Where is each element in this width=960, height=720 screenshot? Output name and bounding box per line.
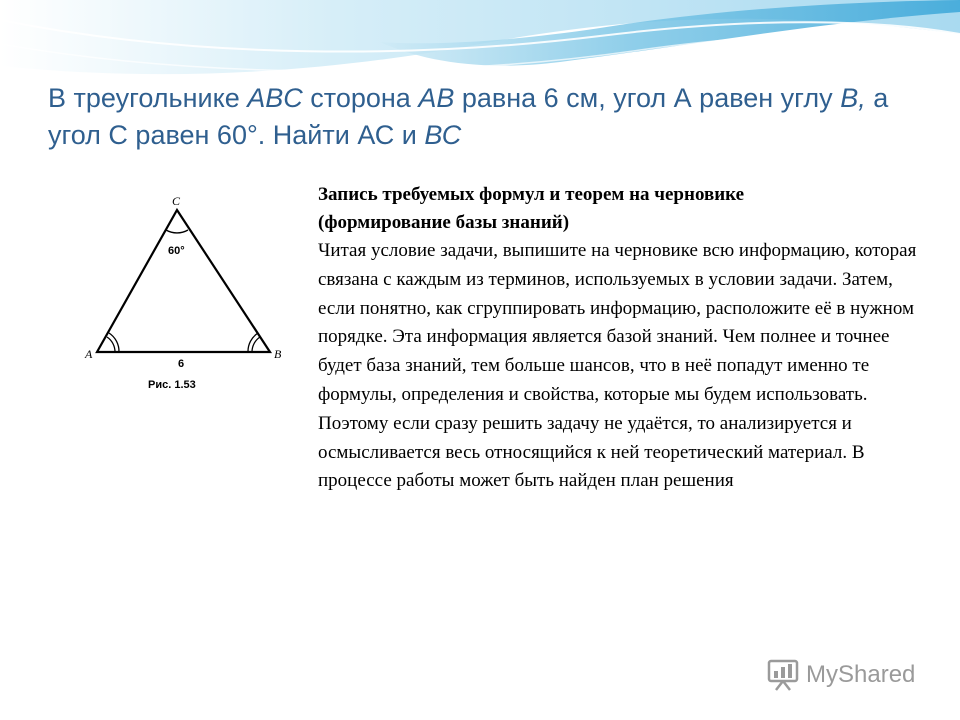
section-heading xyxy=(318,181,918,237)
section-body: Читая условие задачи, выпишите на черновике всю информацию, которая связана с каждым из терминов, используемых в условии задачи. Затем, если понятно, как сгруппировать информацию, расположите её в нужном порядке. Эта информация является базой знаний. Чем полнее и точнее будет база знаний, тем больше шансов, что в неё попадут именно те формулы, определения и свойства, которые мы будем использовать. Поэтому если сразу решить задачу не удаётся, то анализируется и осмысливается весь относящийся к ней теоретический материал. В процессе работы может быть найден план решения xyxy=(318,240,917,492)
section-heading-line2: (формирование базы знаний) xyxy=(318,212,570,233)
vertex-a-label: A xyxy=(85,347,93,361)
angle-b-arc-outer xyxy=(248,333,258,352)
angle-b-arc-inner xyxy=(252,337,260,352)
vertex-b-label: B xyxy=(274,347,282,361)
slide-title: В треугольнике ABC сторона AB равна 6 см, угол А равен углу B, а угол С равен 60°. Найти АС и ВС xyxy=(48,83,889,150)
triangle-figure xyxy=(82,192,292,397)
watermark xyxy=(766,655,915,695)
figure-caption: Рис. 1.53 xyxy=(148,379,196,391)
angle-a-arc-inner xyxy=(107,337,115,352)
vertex-c-label: C xyxy=(172,194,181,208)
angle-a-arc-outer xyxy=(109,333,119,352)
section-heading-line1: Запись требуемых формул и теорем на черновике xyxy=(318,184,745,205)
presentation-icon xyxy=(766,658,800,692)
text-block xyxy=(318,181,918,496)
side-ab-label: 6 xyxy=(178,358,185,370)
triangle-abc xyxy=(97,210,270,352)
angle-c-arc xyxy=(166,230,188,233)
angle-label: 60° xyxy=(168,245,185,257)
watermark-text: MyShared xyxy=(806,661,916,688)
